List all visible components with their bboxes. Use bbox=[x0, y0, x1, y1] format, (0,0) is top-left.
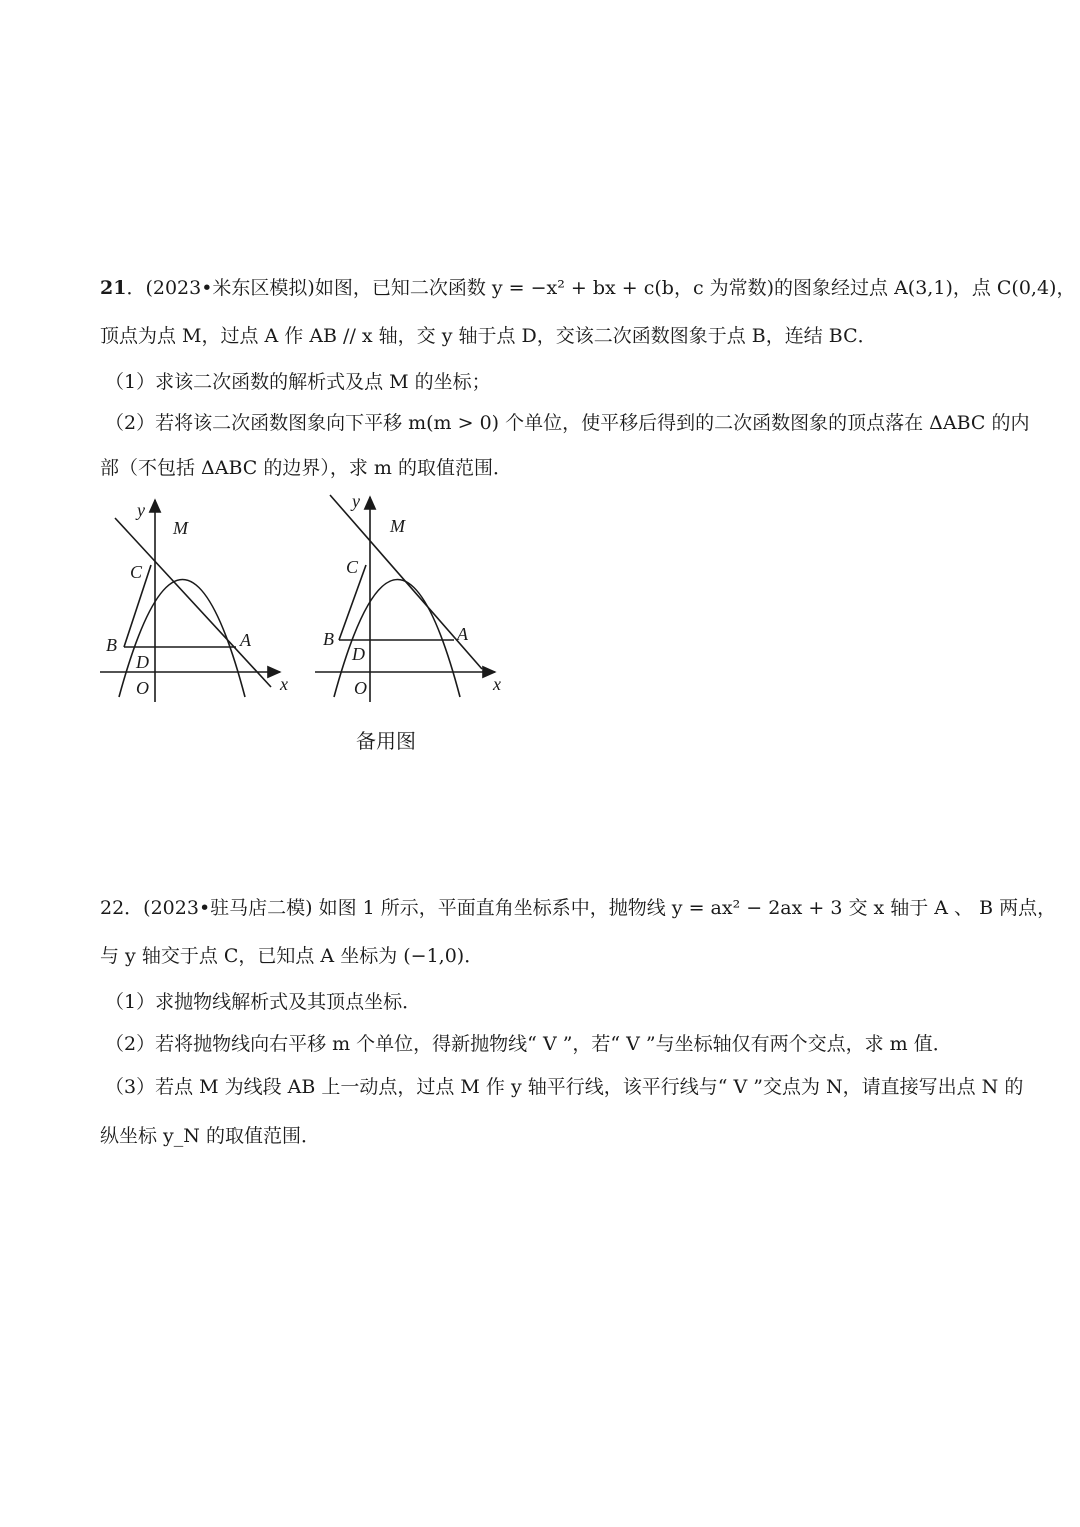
fig1-label-y: y bbox=[137, 500, 145, 520]
q21-number: 21 bbox=[100, 277, 127, 299]
fig2-label-D: D bbox=[352, 644, 365, 664]
fig2-label-B: B bbox=[323, 629, 334, 649]
fig1-label-A: A bbox=[240, 630, 251, 650]
fig1-label-B: B bbox=[106, 635, 117, 655]
figure-caption: 备用图 bbox=[356, 729, 416, 753]
fig2-label-O: O bbox=[354, 678, 367, 698]
q21-figure-main bbox=[100, 500, 288, 702]
q22-part-1: （1）求抛物线解析式及其顶点坐标． bbox=[105, 991, 422, 1013]
q21-part-2a: （2）若将该二次函数图象向下平移 m(m > 0) 个单位，使平移后得到的二次函数图象的顶点落在 ΔABC 的内 bbox=[105, 412, 1030, 434]
fig2-label-M: M bbox=[390, 516, 405, 536]
q22-line-1: 22．(2023•驻马店二模) 如图 1 所示，平面直角坐标系中，抛物线 y = ax² − 2ax + 3 交 x 轴于 A 、 B 两点， bbox=[100, 897, 1057, 919]
fig1-label-D: D bbox=[136, 652, 149, 672]
q22-line-2: 与 y 轴交于点 C，已知点 A 坐标为 (−1,0)． bbox=[100, 945, 484, 967]
q21-part-2b: 部（不包括 ΔABC 的边界），求 m 的取值范围． bbox=[100, 457, 512, 479]
fig1-label-O: O bbox=[136, 678, 149, 698]
q21-line-1: 21．(2023•米东区模拟)如图，已知二次函数 y = −x² + bx + c(b，c 为常数)的图象经过点 A(3,1)，点 C(0,4)， bbox=[100, 277, 1076, 299]
fig2-label-y: y bbox=[352, 492, 360, 511]
q21-part-1: （1）求该二次函数的解析式及点 M 的坐标； bbox=[105, 371, 491, 393]
q22-part-3b: 纵坐标 y_N 的取值范围． bbox=[100, 1125, 320, 1147]
fig2-label-C: C bbox=[346, 557, 359, 577]
q21-figures bbox=[95, 492, 615, 712]
fig1-label-C: C bbox=[130, 562, 143, 582]
q21-line-2: 顶点为点 M，过点 A 作 AB // x 轴，交 y 轴于点 D，交该二次函数图象于点 B，连结 BC． bbox=[100, 325, 877, 347]
q22-part-2: （2）若将抛物线向右平移 m 个单位，得新抛物线“ V ”，若“ V ”与坐标轴仅有两个交点，求 m 值． bbox=[105, 1033, 952, 1055]
q22-part-3a: （3）若点 M 为线段 AB 上一动点，过点 M 作 y 轴平行线，该平行线与“ V ”交点为 N，请直接写出点 N 的 bbox=[105, 1076, 1024, 1098]
fig2-label-x: x bbox=[493, 674, 501, 694]
fig1-label-x: x bbox=[280, 674, 288, 694]
fig1-label-M: M bbox=[173, 518, 188, 538]
q21-figure-spare bbox=[315, 492, 501, 702]
fig2-label-A: A bbox=[457, 624, 468, 644]
